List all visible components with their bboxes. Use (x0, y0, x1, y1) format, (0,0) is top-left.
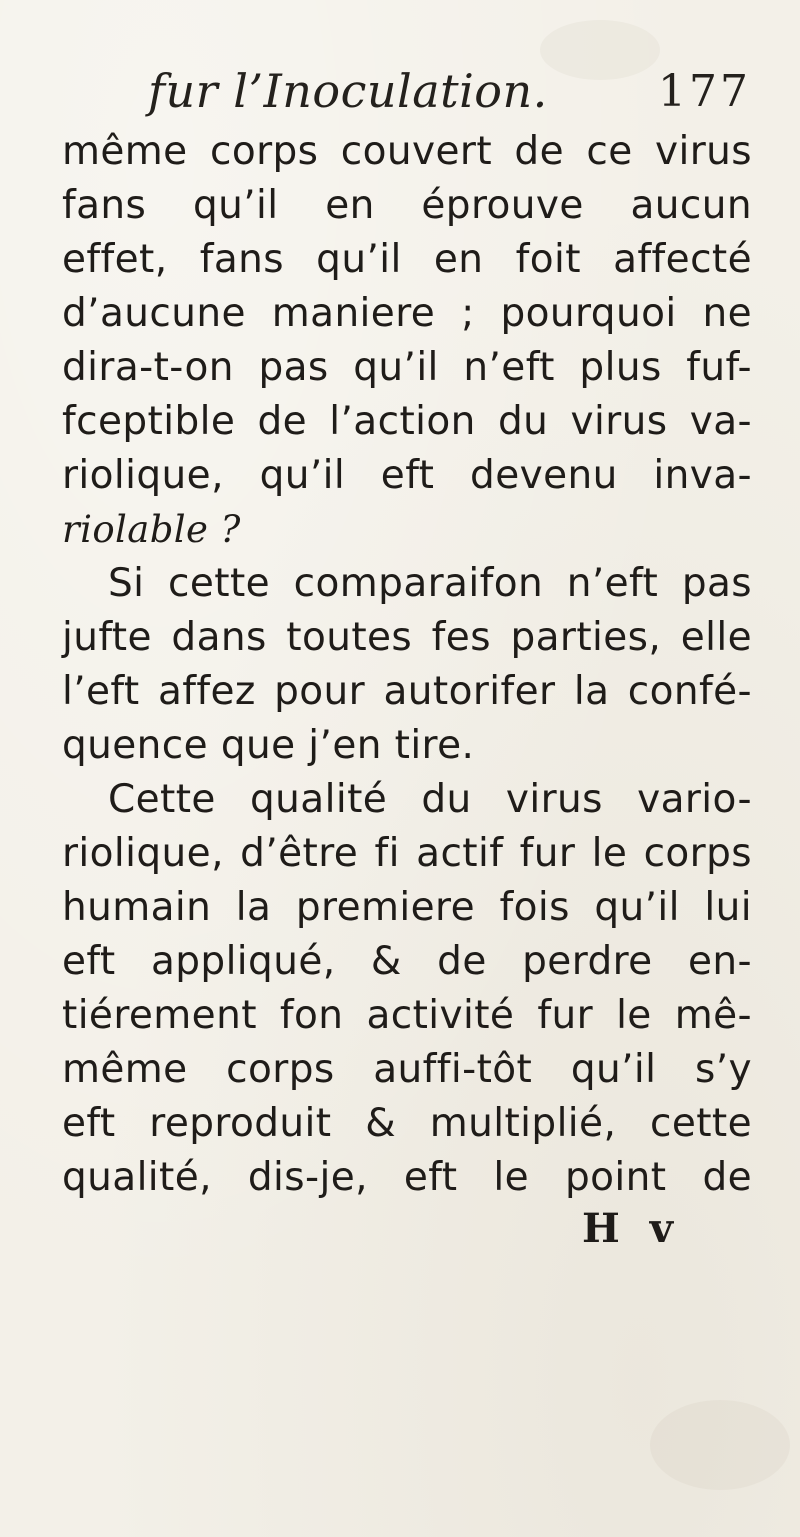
text-line: riolique, d’être fi actif fur le corps (62, 831, 752, 876)
text-line: même corps auffi-tôt qu’il s’y (62, 1047, 752, 1092)
catchword: H v (582, 1205, 681, 1252)
text-line: fans qu’il en éprouve aucun (62, 183, 752, 228)
text-line: qualité, dis-je, eft le point de (62, 1155, 752, 1200)
text-line: riolique, qu’il eft devenu inva- (62, 453, 752, 498)
text-line: humain la premiere fois qu’il lui (62, 885, 752, 930)
text-line: fceptible de l’action du virus va- (62, 399, 752, 444)
page-header (148, 62, 751, 122)
text-line: Cette qualité du virus vario- (108, 777, 752, 822)
text-line: tiérement fon activité fur le mê- (62, 993, 752, 1038)
running-title: fur l’Inoculation. (148, 64, 548, 118)
text-line: eft reproduit & multiplié, cette (62, 1101, 752, 1146)
text-line: riolable ? (62, 508, 241, 551)
text-line: jufte dans toutes fes parties, elle (62, 615, 752, 660)
text-line: l’eft affez pour autorifer la confé- (62, 669, 752, 714)
text-line: Si cette comparaifon n’eft pas (108, 561, 752, 606)
text-line: dira-t-on pas qu’il n’eft plus fuf- (62, 345, 752, 390)
paper-stain (650, 1400, 790, 1490)
text-line: eft appliqué, & de perdre en- (62, 939, 752, 984)
text-line: quence que j’en tire. (62, 723, 475, 768)
page-number: 177 (658, 66, 751, 117)
text-line: même corps couvert de ce virus (62, 129, 752, 174)
text-line: effet, fans qu’il en foit affecté (62, 237, 752, 282)
text-line: d’aucune maniere ; pourquoi ne (62, 291, 752, 336)
